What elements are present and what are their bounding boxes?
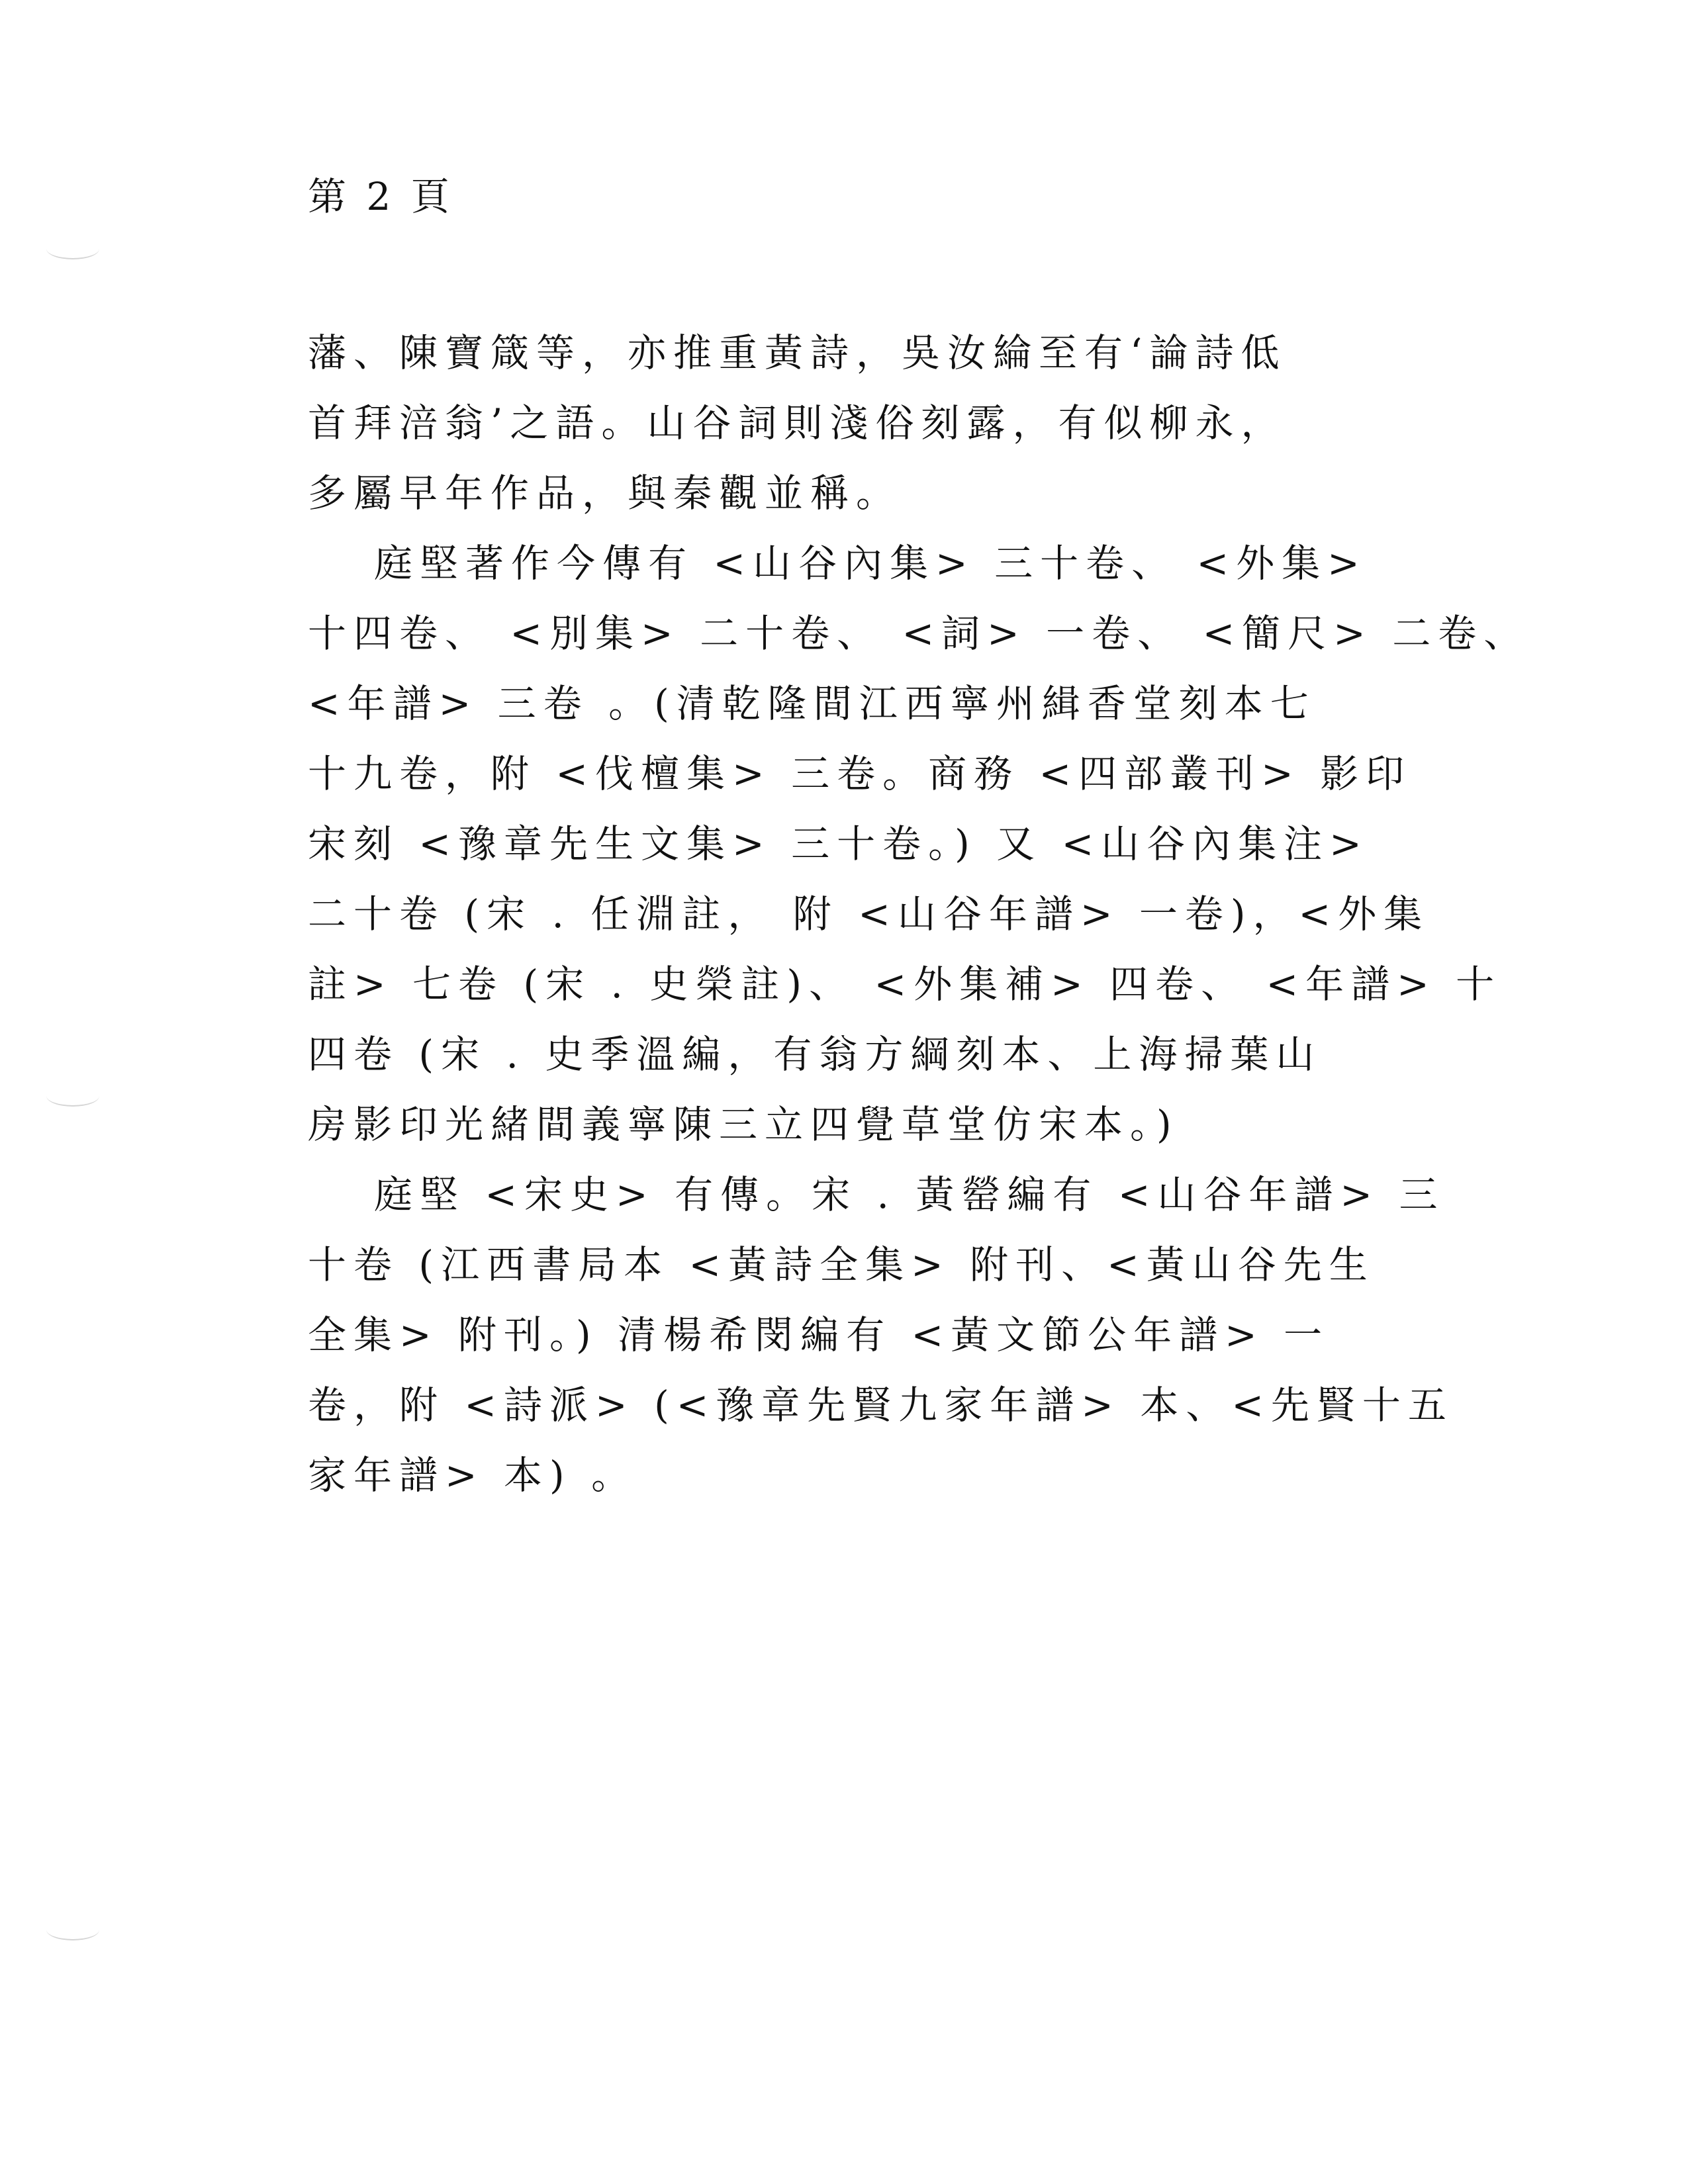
text-line: 四卷 (宋 . 史季溫編，有翁方綱刻本、上海掃葉山: [308, 1032, 1322, 1077]
text-line: 宋刻 <豫章先生文集> 三十卷。) 又 <山谷內集注>: [308, 821, 1369, 866]
text-line: 十四卷、 <別集> 二十卷、 <詞> 一卷、 <簡尺> 二卷、: [308, 611, 1530, 656]
paragraph-start-line: 庭堅著作今傳有 <山谷內集> 三十卷、 <外集>: [374, 541, 1367, 586]
text-line: 二十卷 (宋 . 任淵註， 附 <山谷年譜> 一卷)，<外集: [308, 891, 1430, 936]
text-line: 首拜涪翁’之語。山谷詞則淺俗刻露，有似柳永，: [308, 400, 1287, 445]
scan-punch-mark: [46, 1085, 99, 1107]
scan-punch-mark: [46, 238, 99, 259]
text-line: 十九卷，附 <伐檀集> 三卷。商務 <四部叢刊> 影印: [308, 751, 1412, 796]
scan-punch-mark: [46, 1919, 99, 1940]
text-line: 房影印光緒間義寧陳三立四覺草堂仿宋本。): [308, 1102, 1179, 1147]
text-line: 藩、陳寶箴等，亦推重黃詩，吳汝綸至有‘論詩低: [308, 330, 1287, 375]
text-line: 註> 七卷 (宋 . 史榮註)、 <外集補> 四卷、 <年譜> 十: [308, 962, 1502, 1007]
text-line: 多屬早年作品，與秦觀並稱。: [308, 471, 902, 516]
text-line: 全集> 附刊。) 清楊希閔編有 <黃文節公年譜> 一: [308, 1312, 1330, 1357]
paragraph-start-line: 庭堅 <宋史> 有傳。宋 . 黃罃編有 <山谷年譜> 三: [374, 1172, 1445, 1217]
document-body: [308, 318, 1530, 1510]
page-number-label: 第 2 頁: [308, 174, 453, 219]
text-line: 家年譜> 本) 。: [308, 1453, 637, 1498]
text-line: 卷，附 <詩派> (<豫章先賢九家年譜> 本、<先賢十五: [308, 1383, 1454, 1428]
text-line: <年譜> 三卷 。(清乾隆間江西寧州緝香堂刻本七: [308, 681, 1316, 726]
text-line: 十卷 (江西書局本 <黃詩全集> 附刊、<黃山谷先生: [308, 1242, 1375, 1287]
